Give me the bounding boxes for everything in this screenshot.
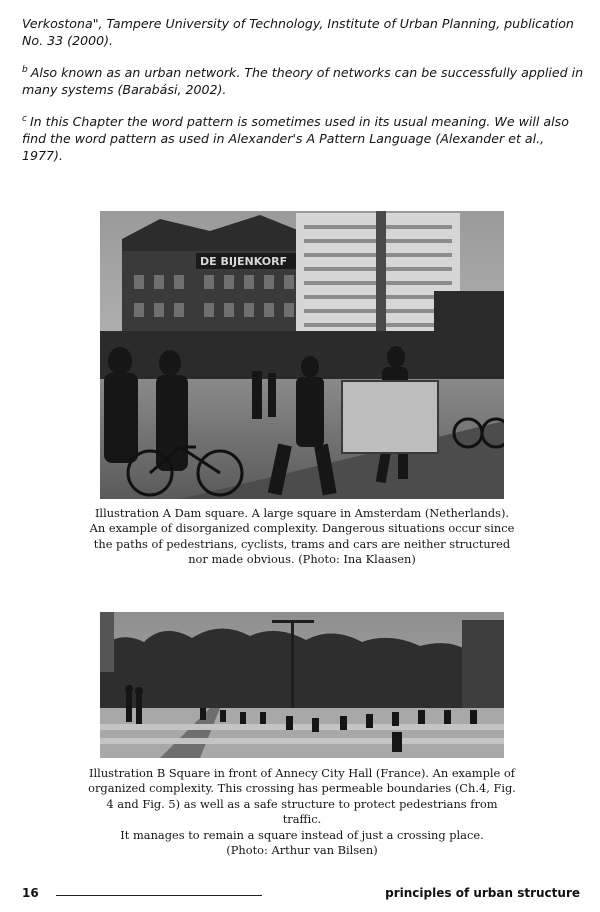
- illustration-b-photo: [100, 612, 504, 758]
- caption-line: Illustration A Dam square. A large square in Amsterdam (Netherlands).: [94, 506, 510, 520]
- footnote-text: Also known as an urban network. The theory of networks can be successfully applied in many systems (Barabási, 2002).: [22, 65, 584, 97]
- footnote-text: Verkostona", Tampere University of Technology, Institute of Urban Planning, publication No. 33 (2000).: [22, 16, 574, 48]
- dam-square-photo: [100, 211, 504, 499]
- caption-line: organized complexity. This crossing has permeable boundaries (Ch.4, Fig.: [88, 781, 516, 796]
- footnote-text: In this Chapter the word pattern is sometimes used in its usual meaning. We will also find the word pattern as used in Alexander's A Pattern Language (Alexander et al., 1977).: [22, 114, 569, 163]
- caption-line: 4 and Fig. 5) as well as a safe structure to protect pedestrians from traffic.: [106, 796, 498, 827]
- footer-divider: [56, 895, 262, 896]
- annecy-square-photo: [100, 612, 504, 758]
- footnote-c: [22, 111, 588, 164]
- caption-line: nor made obvious. (Photo: Ina Klaasen): [188, 552, 416, 567]
- caption-line: It manages to remain a square instead of just a crossing place.: [120, 827, 484, 842]
- running-title: principles of urban structure: [385, 886, 580, 900]
- caption-line: (Photo: Arthur van Bilsen): [226, 843, 378, 858]
- illustration-a-photo: [100, 211, 504, 499]
- caption-line: the paths of pedestrians, cyclists, trams and cars are neither structured: [93, 536, 511, 551]
- caption-line: Illustration B Square in front of Annecy City Hall (France). An example of: [89, 766, 515, 780]
- caption-line: An example of disorganized complexity. Dangerous situations occur since: [89, 521, 515, 536]
- footnote-marker: c: [22, 114, 27, 124]
- illustration-a-caption: [86, 506, 518, 568]
- footnote-continuation: [22, 15, 588, 49]
- footnote-b: [22, 62, 588, 98]
- store-sign: DE BIJENKORF: [200, 255, 288, 268]
- footnote-marker: b: [22, 65, 28, 75]
- illustration-b-caption: [86, 766, 518, 858]
- page-number: 16: [22, 886, 39, 900]
